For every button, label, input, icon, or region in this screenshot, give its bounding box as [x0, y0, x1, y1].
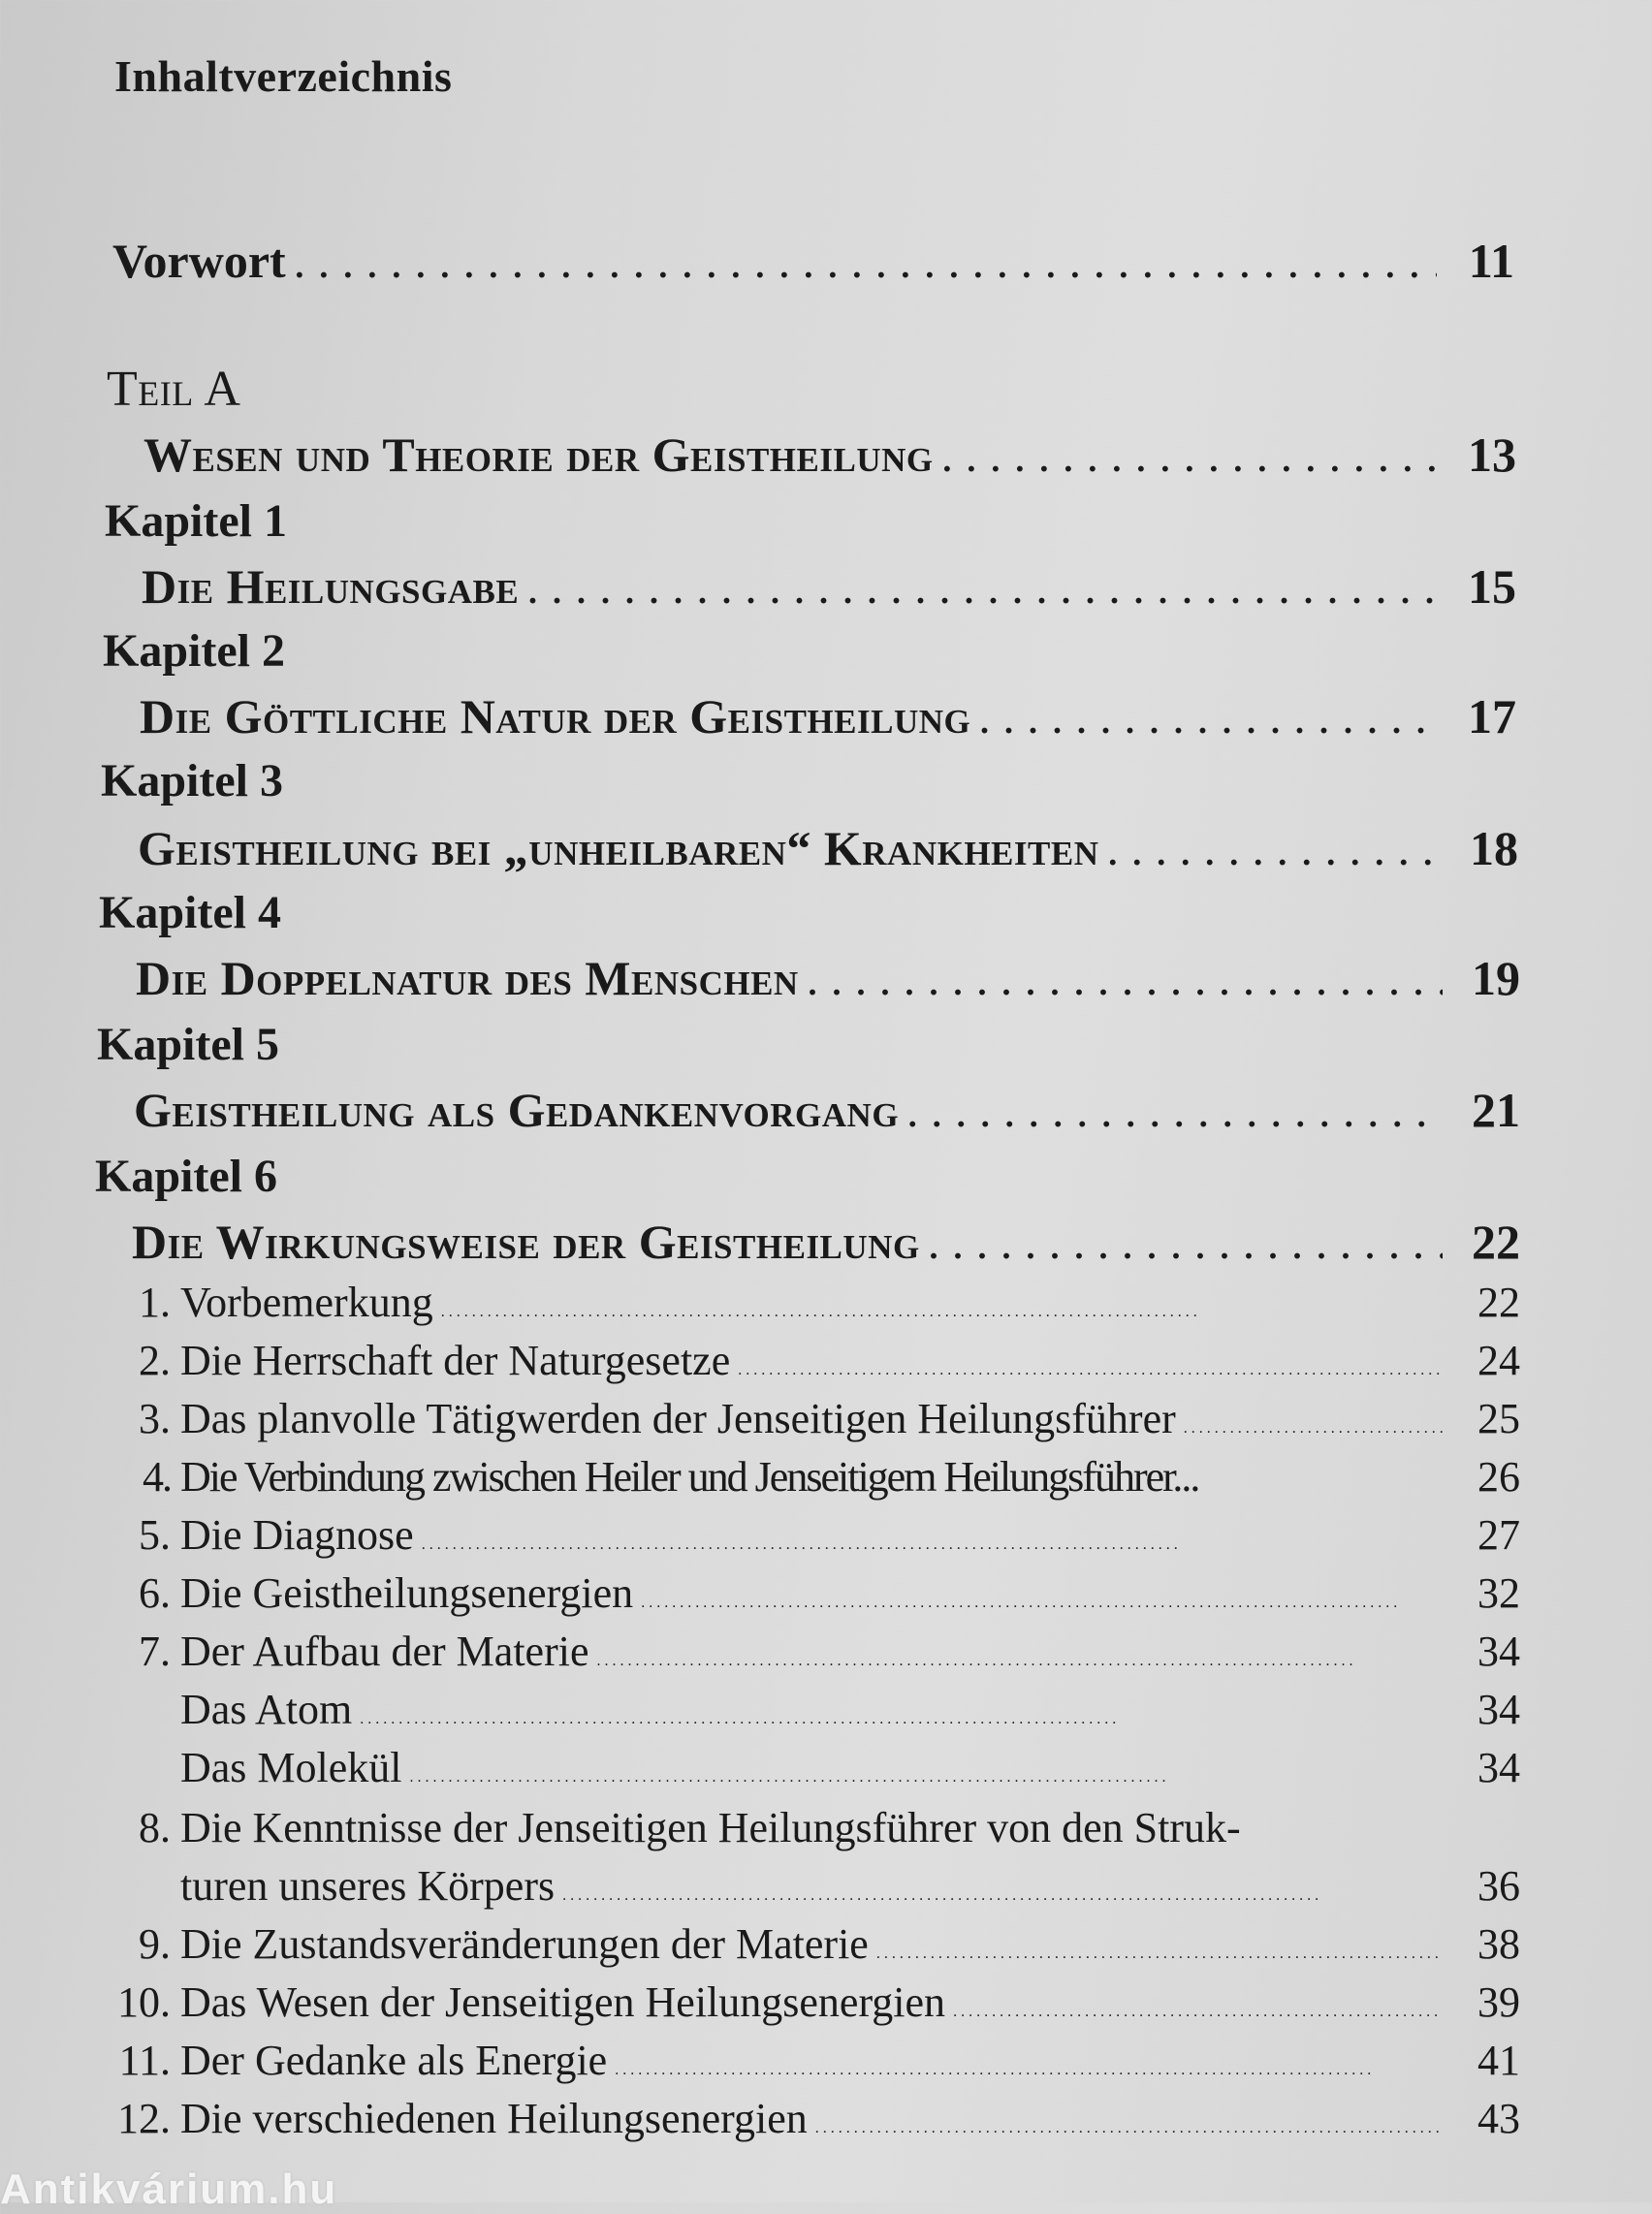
entry-label: Die Doppelnatur des Menschen	[136, 951, 799, 1005]
part-label: Teil A	[107, 362, 241, 417]
entry-label: Wesen und Theorie der Geistheilung	[143, 427, 934, 482]
section-title: Vorbemerkung	[180, 1279, 433, 1326]
page-number: 43	[1477, 2095, 1520, 2142]
dot-leader	[876, 1945, 1443, 1963]
toc-section-continuation[interactable]	[93, 1861, 1520, 1911]
toc-section[interactable]	[93, 1452, 1520, 1502]
watermark: Antikvárium.hu	[0, 2166, 338, 2213]
entry-label: Geistheilung als Gedankenvorgang	[134, 1083, 900, 1137]
section-number: 3.	[139, 1395, 171, 1442]
page-number: 25	[1477, 1395, 1520, 1442]
entry-label: Die Göttliche Natur der Geistheilung	[140, 689, 971, 743]
section-title: Die Herrschaft der Naturgesetze	[180, 1337, 731, 1384]
dot-leader	[807, 950, 1443, 1006]
section-number: 10.	[117, 1978, 171, 2026]
toc-section[interactable]	[93, 1568, 1520, 1618]
entry-label: Die Wirkungsweise der Geistheilung	[132, 1215, 920, 1269]
toc-section[interactable]	[93, 1919, 1520, 1969]
toc-subsection[interactable]	[93, 1685, 1520, 1734]
page-number: 21	[1472, 1083, 1520, 1137]
entry-label: Die Heilungsgabe	[142, 559, 520, 614]
section-title: Das planvolle Tätigwerden der Jenseitigen Heilungsführer	[180, 1395, 1176, 1442]
page-number: 27	[1477, 1511, 1520, 1559]
section-title: Die Zustandsveränderungen der Materie	[180, 1920, 869, 1968]
dot-leader	[815, 2120, 1443, 2137]
toc-section[interactable]	[93, 2036, 1520, 2085]
dot-leader	[526, 558, 1439, 615]
section-number: 6.	[139, 1569, 171, 1617]
dot-leader	[1184, 1420, 1443, 1438]
section-number: 11.	[118, 2037, 171, 2084]
page-number: 18	[1470, 821, 1518, 875]
page-number: 34	[1477, 1686, 1520, 1733]
toc-section[interactable]	[93, 1394, 1520, 1443]
toc-section[interactable]	[93, 2094, 1520, 2143]
section-title: Die Diagnose	[180, 1511, 414, 1559]
dot-leader	[978, 688, 1439, 744]
toc-entry-chapter[interactable]	[138, 820, 1518, 876]
section-title: Die Geistheilungsenergien	[180, 1569, 634, 1617]
chapter-label: Kapitel 4	[99, 887, 281, 938]
chapter-label: Kapitel 3	[101, 755, 283, 807]
page-title: Inhaltverzeichnis	[114, 51, 453, 101]
section-number: 9.	[139, 1920, 171, 1968]
toc-entry-chapter[interactable]	[140, 688, 1516, 744]
toc-section[interactable]	[93, 1627, 1520, 1676]
page-number: 22	[1477, 1279, 1520, 1326]
toc-entry-chapter[interactable]	[136, 950, 1520, 1006]
page-number: 39	[1477, 1978, 1520, 2026]
dot-leader	[441, 1304, 1443, 1321]
dot-leader	[360, 1711, 1443, 1728]
section-title: Der Gedanke als Energie	[180, 2037, 608, 2084]
section-title: Das Atom	[180, 1686, 353, 1733]
dot-leader	[953, 2004, 1443, 2021]
dot-leader	[928, 1214, 1443, 1270]
chapter-label: Kapitel 5	[97, 1019, 279, 1070]
dot-leader	[410, 1769, 1443, 1787]
toc-section[interactable]	[93, 1336, 1520, 1385]
dot-leader	[294, 233, 1437, 289]
page-number: 36	[1477, 1862, 1520, 1910]
section-title: Das Wesen der Jenseitigen Heilungsenergien	[180, 1978, 946, 2026]
section-number: 1.	[139, 1279, 171, 1326]
toc-entry-chapter[interactable]	[134, 1082, 1520, 1138]
dot-leader	[941, 427, 1439, 483]
page-number: 41	[1477, 2037, 1520, 2084]
section-title: Die Kenntnisse der Jenseitigen Heilungsführer von den Struk-	[180, 1804, 1241, 1851]
toc-entry-vorwort[interactable]	[112, 233, 1514, 289]
section-title: Der Aufbau der Materie	[180, 1628, 589, 1675]
section-number: 5.	[139, 1511, 171, 1559]
section-number: 2.	[139, 1337, 171, 1384]
section-number: 7.	[139, 1628, 171, 1675]
toc-section[interactable]	[93, 1803, 1520, 1852]
section-number: 4.	[143, 1453, 171, 1501]
section-title: Das Molekül	[180, 1744, 402, 1791]
dot-leader	[1107, 820, 1442, 876]
section-title: turen unseres Körpers	[180, 1862, 556, 1910]
dot-leader	[738, 1362, 1443, 1379]
dot-leader	[615, 2062, 1443, 2079]
toc-section[interactable]	[93, 1977, 1520, 2027]
dot-leader	[596, 1653, 1443, 1670]
dot-leader	[422, 1536, 1443, 1554]
page-number: 38	[1477, 1920, 1520, 1968]
section-number: 12.	[117, 2095, 171, 2142]
page-number: 24	[1477, 1337, 1520, 1384]
toc-subsection[interactable]	[93, 1743, 1520, 1792]
page-number: 15	[1468, 559, 1516, 614]
page-number: 26	[1477, 1453, 1520, 1501]
toc-entry-chapter[interactable]	[142, 558, 1516, 615]
page-number: 22	[1472, 1215, 1520, 1269]
entry-label: Geistheilung bei „unheilbaren“ Krankheiten	[138, 821, 1099, 875]
section-title: Die verschiedenen Heilungsenergien	[180, 2095, 808, 2142]
chapter-label: Kapitel 1	[105, 495, 287, 547]
page-number: 32	[1477, 1569, 1520, 1617]
chapter-label: Kapitel 2	[103, 625, 285, 677]
section-title: Die Verbindung zwischen Heiler und Jenseitigem Heilungsführer...	[180, 1453, 1199, 1501]
chapter-label: Kapitel 6	[95, 1151, 277, 1202]
page-number: 34	[1477, 1628, 1520, 1675]
toc-entry-chapter[interactable]	[132, 1214, 1520, 1270]
dot-leader	[562, 1887, 1443, 1905]
page-number: 34	[1477, 1744, 1520, 1791]
dot-leader	[641, 1595, 1443, 1612]
dot-leader	[906, 1082, 1443, 1138]
page-number: 19	[1472, 951, 1520, 1005]
toc-entry-teil-a[interactable]	[143, 427, 1516, 483]
page-number: 13	[1468, 427, 1516, 482]
page-number: 11	[1468, 234, 1514, 288]
toc-section[interactable]	[93, 1510, 1520, 1560]
entry-label: Vorwort	[112, 234, 286, 288]
toc-section[interactable]	[93, 1278, 1520, 1327]
page-number: 17	[1468, 689, 1516, 743]
section-number: 8.	[139, 1804, 171, 1851]
